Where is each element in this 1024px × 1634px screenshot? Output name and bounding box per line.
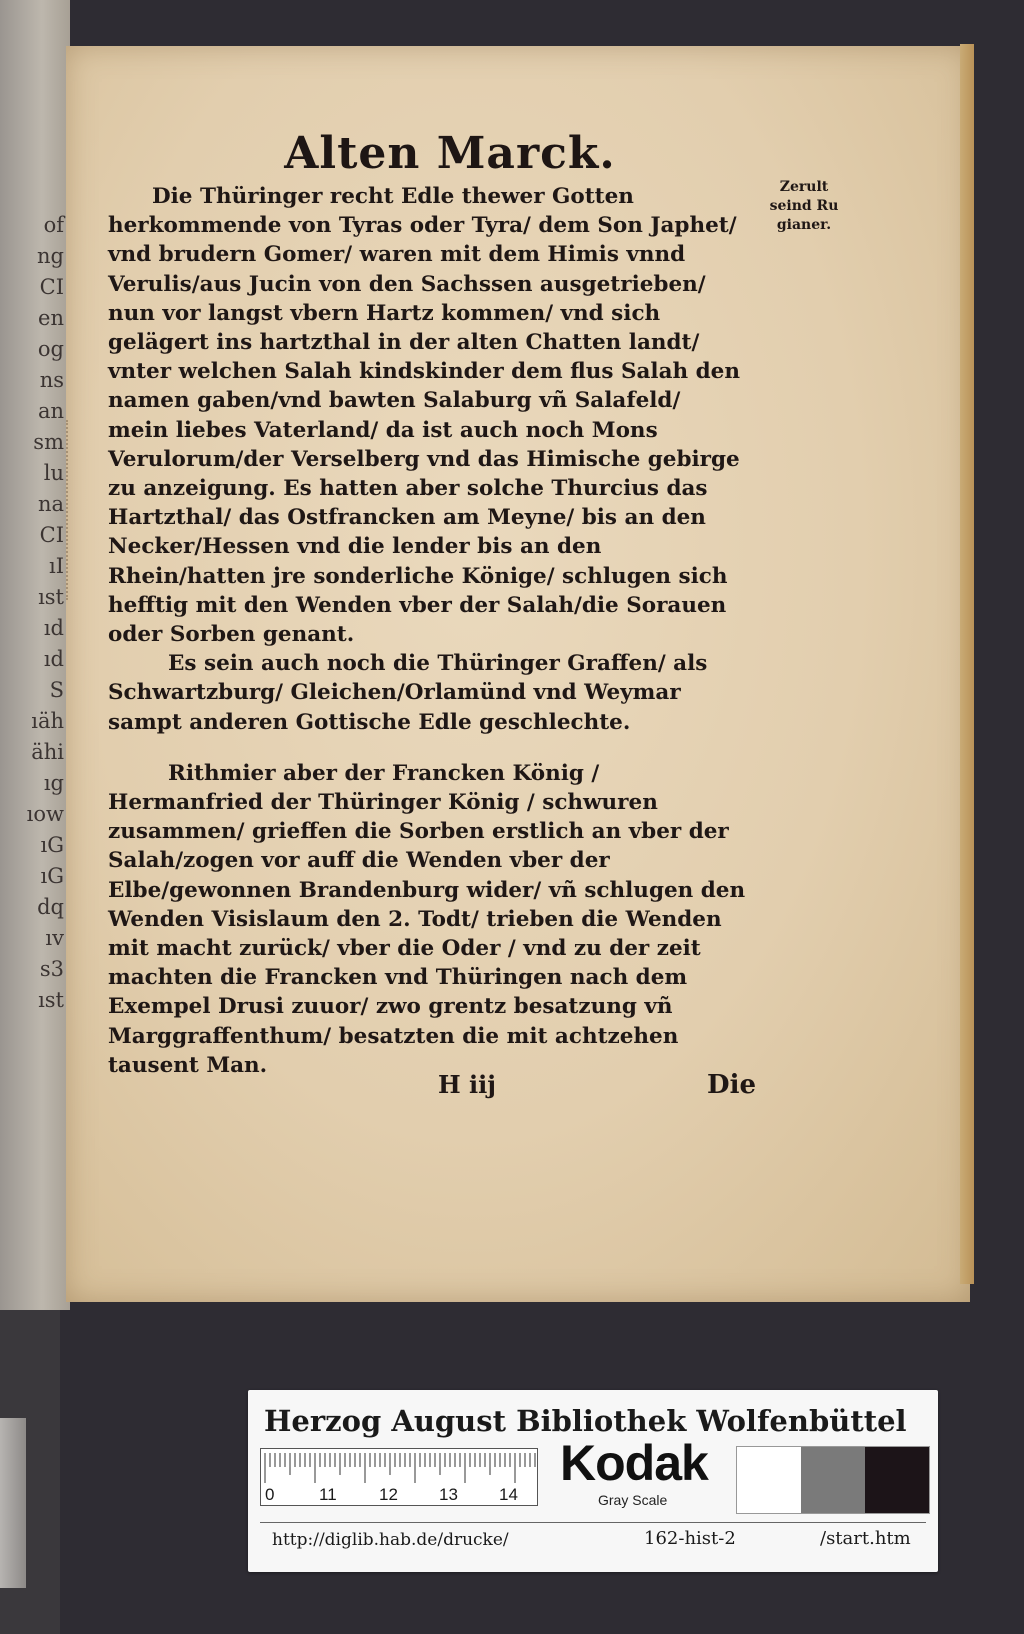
gray-scale-label: Gray Scale xyxy=(598,1492,668,1508)
ruler-numbers xyxy=(261,1485,537,1505)
body-text xyxy=(108,182,748,1080)
ruler-ticks xyxy=(261,1449,537,1485)
marginal-note-line: seind Ru xyxy=(769,198,839,214)
ruler-number: 11 xyxy=(319,1485,337,1504)
institution-name: Herzog August Bibliothek Wolfenbüttel xyxy=(264,1404,907,1438)
paragraph: Es sein auch noch die Thüringer Graffen/ als Schwartzburg/ Gleichen/Orlamünd vnd Weymar sampt anderen Gottische Edle geschlechte. xyxy=(108,651,708,735)
swatch-gray xyxy=(801,1447,865,1513)
divider xyxy=(260,1522,926,1523)
ruler-number: 13 xyxy=(439,1485,458,1504)
shelfmark: 162-hist-2 xyxy=(644,1528,736,1549)
page-heading: Alten Marck. xyxy=(284,128,616,179)
page-edge xyxy=(960,44,974,1284)
catchword: Die xyxy=(707,1070,756,1100)
ruler-number: 12 xyxy=(379,1485,398,1504)
color-target-card xyxy=(248,1390,938,1572)
marginal-note-line: Zerult xyxy=(779,179,829,195)
ruler-number: 0 xyxy=(265,1485,275,1504)
signature-mark: H iij xyxy=(438,1070,496,1099)
left-sticker xyxy=(0,1418,26,1588)
gray-swatches xyxy=(736,1446,930,1514)
start-page: /start.htm xyxy=(820,1528,911,1549)
page-footer xyxy=(108,1070,756,1102)
marginal-note-line: gianer. xyxy=(776,217,832,233)
kodak-logo: Kodak xyxy=(560,1435,708,1491)
marginal-note xyxy=(754,178,854,235)
library-url: http://diglib.hab.de/drucke/ xyxy=(272,1530,509,1550)
swatch-white xyxy=(737,1447,801,1513)
ruler-number: 14 xyxy=(499,1485,518,1504)
swatch-black xyxy=(865,1447,929,1513)
paragraph: Die Thüringer recht Edle thewer Gotten herkommende von Tyras oder Tyra/ dem Son Japhet/ vnd brudern Gomer/ waren mit dem Himis vnnd Verulis/aus Jucin von den Sachssen ausgetrieben/ nun vor langst vbern Hartz kommen/ vnd sich gelägert ins hartzthal in der alten Chatten landt/ vnter welchen Salah kindskinder dem flus Salah den namen gaben/vnd bawten Salaburg vñ Salafeld/ mein liebes Vaterland/ da ist auch noch Mons Verulorum/der Verselberg vnd das Himische gebirge zu anzeigung. Es hatten aber solche Thurcius das Hartzthal/ das Ostfrancken am Meyne/ bis an den Necker/Hessen vnd die lender bis an den Rhein/hatten jre sonderliche Könige/ schlugen sich hefftig mit den Wenden vber der Salah/die Sorauen oder Sorben genant. xyxy=(108,184,740,648)
left-page-fragments: of ng CI en og ns an sm lu na CI ıI ıst ıd ıd S ıäh ähi ıg ıow ıG ıG dq ıv s3 ıst xyxy=(26,213,64,1012)
measurement-ruler xyxy=(260,1448,538,1506)
paragraph: Rithmier aber der Francken König / Hermanfried der Thüringer König / schwuren zusammen/ grieffen die Sorben erstlich an vber der Salah/zogen vor auff die Wenden vber der Elbe/gewonnen Brandenburg wider/ vñ schlugen den Wenden Visislaum den 2. Todt/ trieben die Wenden mit macht zurück/ vber die Oder / vnd zu der zeit machten die Francken vnd Thüringen nach dem Exempel Drusi zuuor/ zwo grentz besatzung vñ Marggraffenthum/ besatzten die mit achtzehen tausent Man. xyxy=(108,760,746,1078)
page-binding-marks xyxy=(66,420,76,600)
